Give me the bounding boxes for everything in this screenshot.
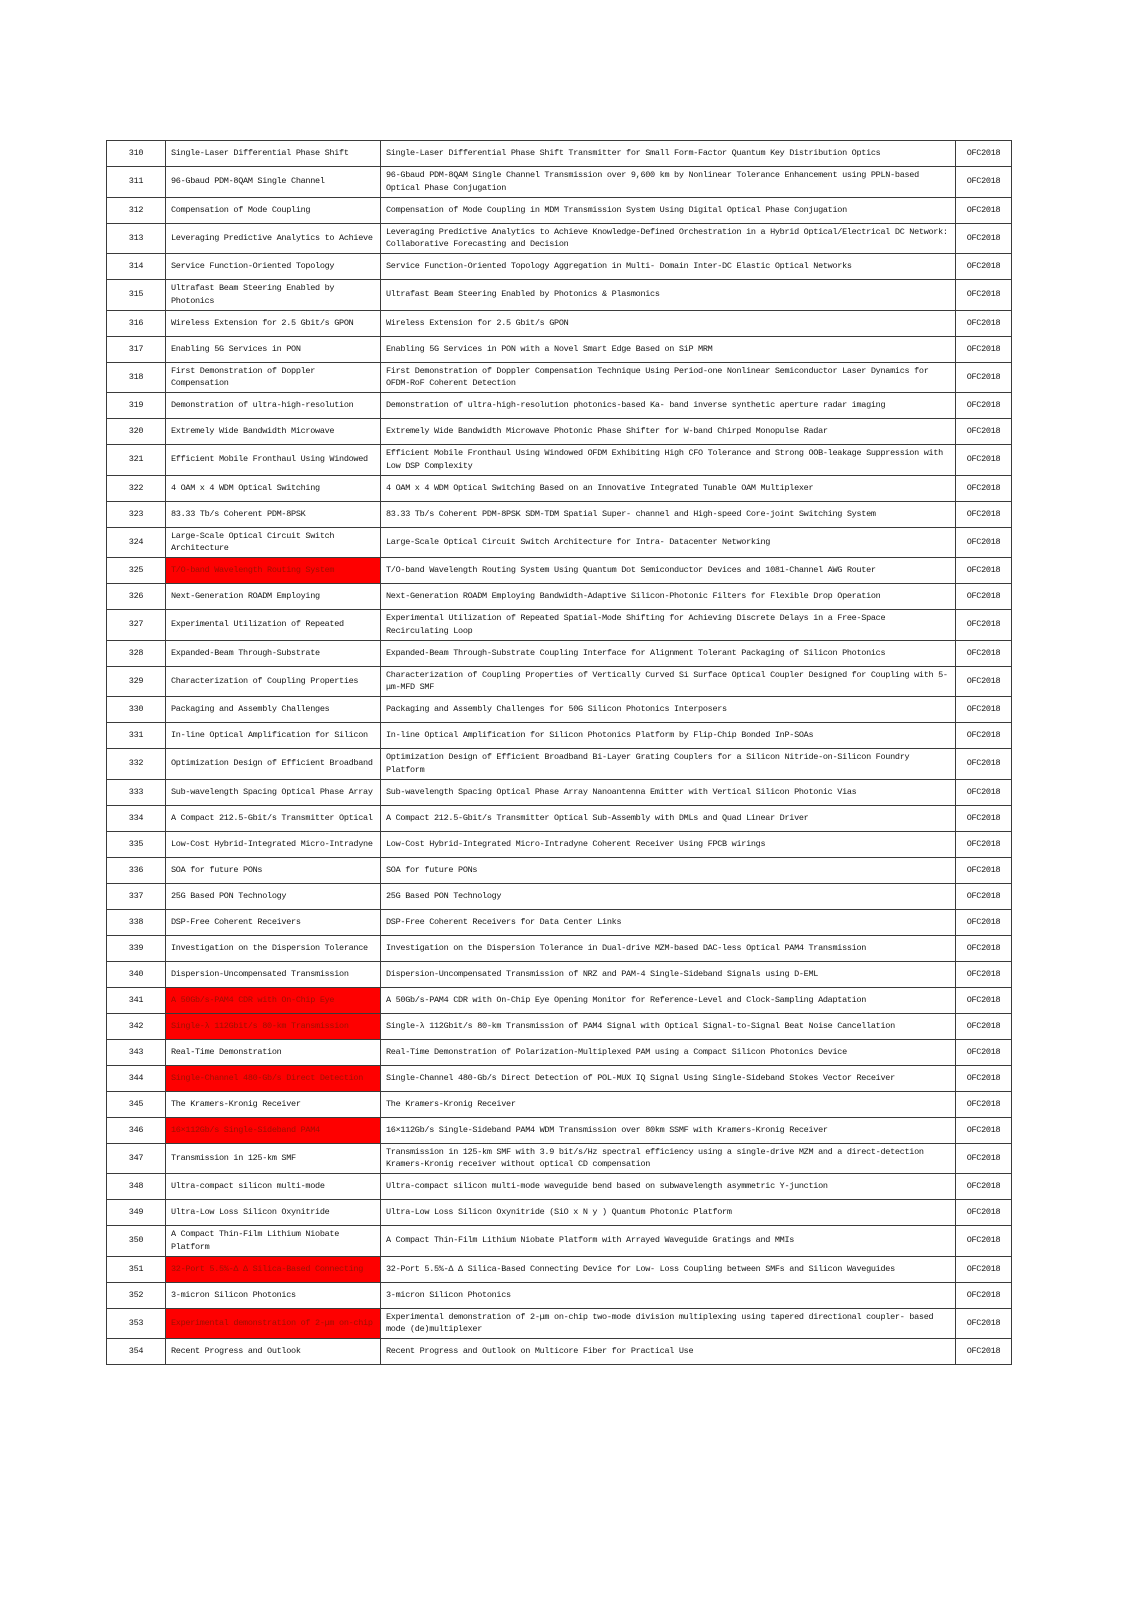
- table-row: [107, 1282, 1012, 1308]
- short-title-cell: T/O-band Wavelength Routing System: [166, 558, 381, 584]
- source-cell: OFC2018: [956, 167, 1012, 198]
- short-title-cell: Experimental Utilization of Repeated: [166, 610, 381, 641]
- source-cell: OFC2018: [956, 779, 1012, 805]
- short-title-cell: Wireless Extension for 2.5 Gbit/s GPON: [166, 310, 381, 336]
- row-number-cell: 317: [107, 336, 166, 362]
- table-row: [107, 697, 1012, 723]
- table-row: [107, 393, 1012, 419]
- row-number-cell: 336: [107, 857, 166, 883]
- short-title-cell: Ultrafast Beam Steering Enabled by Photonics: [166, 280, 381, 311]
- full-title-cell: Optimization Design of Efficient Broadband Bi-Layer Grating Couplers for a Silicon Nitride-on-Silicon Foundry Platform: [381, 749, 956, 780]
- source-cell: OFC2018: [956, 1282, 1012, 1308]
- short-title-cell: Ultra-Low Loss Silicon Oxynitride: [166, 1200, 381, 1226]
- source-cell: OFC2018: [956, 1039, 1012, 1065]
- short-title-cell: Ultra-compact silicon multi-mode: [166, 1174, 381, 1200]
- row-number-cell: 327: [107, 610, 166, 641]
- source-cell: OFC2018: [956, 697, 1012, 723]
- short-title-cell: Efficient Mobile Fronthaul Using Windowed: [166, 445, 381, 476]
- short-title-cell: 3-micron Silicon Photonics: [166, 1282, 381, 1308]
- source-cell: OFC2018: [956, 1065, 1012, 1091]
- source-cell: OFC2018: [956, 805, 1012, 831]
- row-number-cell: 347: [107, 1143, 166, 1174]
- short-title-cell: Low-Cost Hybrid-Integrated Micro-Intradyne: [166, 831, 381, 857]
- row-number-cell: 338: [107, 909, 166, 935]
- short-title-cell: A 50Gb/s-PAM4 CDR with On-Chip Eye: [166, 987, 381, 1013]
- full-title-cell: 83.33 Tb/s Coherent PDM-8PSK SDM-TDM Spatial Super- channel and High-speed Core-joint Switching System: [381, 501, 956, 527]
- short-title-cell: Enabling 5G Services in PON: [166, 336, 381, 362]
- source-cell: OFC2018: [956, 558, 1012, 584]
- full-title-cell: A Compact 212.5-Gbit/s Transmitter Optical Sub-Assembly with DMLs and Quad Linear Driver: [381, 805, 956, 831]
- table-row: [107, 1256, 1012, 1282]
- source-cell: OFC2018: [956, 723, 1012, 749]
- row-number-cell: 314: [107, 254, 166, 280]
- short-title-cell: Characterization of Coupling Properties: [166, 666, 381, 697]
- source-cell: OFC2018: [956, 857, 1012, 883]
- row-number-cell: 310: [107, 141, 166, 167]
- row-number-cell: 319: [107, 393, 166, 419]
- row-number-cell: 330: [107, 697, 166, 723]
- full-title-cell: Extremely Wide Bandwidth Microwave Photonic Phase Shifter for W-band Chirped Monopulse Radar: [381, 419, 956, 445]
- short-title-cell: Recent Progress and Outlook: [166, 1339, 381, 1365]
- table-row: [107, 640, 1012, 666]
- row-number-cell: 342: [107, 1013, 166, 1039]
- table-row: [107, 987, 1012, 1013]
- table-row: [107, 831, 1012, 857]
- short-title-cell: Experimental demonstration of 2-μm on-chip: [166, 1308, 381, 1339]
- row-number-cell: 325: [107, 558, 166, 584]
- full-title-cell: A 50Gb/s-PAM4 CDR with On-Chip Eye Opening Monitor for Reference-Level and Clock-Sampling Adaptation: [381, 987, 956, 1013]
- table-row: [107, 666, 1012, 697]
- full-title-cell: Service Function-Oriented Topology Aggregation in Multi- Domain Inter-DC Elastic Optical Networks: [381, 254, 956, 280]
- row-number-cell: 318: [107, 362, 166, 393]
- full-title-cell: Ultrafast Beam Steering Enabled by Photonics & Plasmonics: [381, 280, 956, 311]
- source-cell: OFC2018: [956, 254, 1012, 280]
- full-title-cell: A Compact Thin-Film Lithium Niobate Platform with Arrayed Waveguide Gratings and MMIs: [381, 1226, 956, 1257]
- short-title-cell: A Compact 212.5-Gbit/s Transmitter Optical: [166, 805, 381, 831]
- table-row: [107, 935, 1012, 961]
- short-title-cell: In-line Optical Amplification for Silicon: [166, 723, 381, 749]
- row-number-cell: 352: [107, 1282, 166, 1308]
- row-number-cell: 348: [107, 1174, 166, 1200]
- short-title-cell: Single-λ 112Gbit/s 80-km Transmission: [166, 1013, 381, 1039]
- source-cell: OFC2018: [956, 1091, 1012, 1117]
- table-row: [107, 883, 1012, 909]
- table-row: [107, 280, 1012, 311]
- row-number-cell: 311: [107, 167, 166, 198]
- short-title-cell: Packaging and Assembly Challenges: [166, 697, 381, 723]
- row-number-cell: 312: [107, 197, 166, 223]
- full-title-cell: 96-Gbaud PDM-8QAM Single Channel Transmission over 9,600 km by Nonlinear Tolerance Enhancement using PPLN-based Optical Phase Conjugation: [381, 167, 956, 198]
- full-title-cell: Recent Progress and Outlook on Multicore Fiber for Practical Use: [381, 1339, 956, 1365]
- table-row: [107, 805, 1012, 831]
- row-number-cell: 339: [107, 935, 166, 961]
- short-title-cell: Investigation on the Dispersion Tolerance: [166, 935, 381, 961]
- table-row: [107, 723, 1012, 749]
- source-cell: OFC2018: [956, 666, 1012, 697]
- short-title-cell: Single-Laser Differential Phase Shift: [166, 141, 381, 167]
- table-row: [107, 1200, 1012, 1226]
- short-title-cell: First Demonstration of Doppler Compensation: [166, 362, 381, 393]
- table-row: [107, 1174, 1012, 1200]
- table-row: [107, 909, 1012, 935]
- table-row: [107, 779, 1012, 805]
- source-cell: OFC2018: [956, 1117, 1012, 1143]
- row-number-cell: 335: [107, 831, 166, 857]
- full-title-cell: Experimental Utilization of Repeated Spatial-Mode Shifting for Achieving Discrete Delays in a Free-Space Recirculating Loop: [381, 610, 956, 641]
- short-title-cell: Dispersion-Uncompensated Transmission: [166, 961, 381, 987]
- short-title-cell: Next-Generation ROADM Employing: [166, 584, 381, 610]
- source-cell: OFC2018: [956, 501, 1012, 527]
- short-title-cell: Expanded-Beam Through-Substrate: [166, 640, 381, 666]
- full-title-cell: Ultra-Low Loss Silicon Oxynitride (SiO x N y ) Quantum Photonic Platform: [381, 1200, 956, 1226]
- full-title-cell: Sub-wavelength Spacing Optical Phase Array Nanoantenna Emitter with Vertical Silicon Photonic Vias: [381, 779, 956, 805]
- full-title-cell: Real-Time Demonstration of Polarization-Multiplexed PAM using a Compact Silicon Photonics Device: [381, 1039, 956, 1065]
- table-row: [107, 419, 1012, 445]
- table-row: [107, 254, 1012, 280]
- full-title-cell: Transmission in 125-km SMF with 3.9 bit/s/Hz spectral efficiency using a single-drive MZM and a direct-detection Kramers-Kronig receiver without optical CD compensation: [381, 1143, 956, 1174]
- table-row: [107, 167, 1012, 198]
- table-row: [107, 584, 1012, 610]
- table-row: [107, 1091, 1012, 1117]
- full-title-cell: Packaging and Assembly Challenges for 50G Silicon Photonics Interposers: [381, 697, 956, 723]
- row-number-cell: 349: [107, 1200, 166, 1226]
- table-row: [107, 1143, 1012, 1174]
- table-row: [107, 310, 1012, 336]
- source-cell: OFC2018: [956, 831, 1012, 857]
- table-row: [107, 1117, 1012, 1143]
- table-row: [107, 610, 1012, 641]
- row-number-cell: 341: [107, 987, 166, 1013]
- short-title-cell: A Compact Thin-Film Lithium Niobate Platform: [166, 1226, 381, 1257]
- short-title-cell: Extremely Wide Bandwidth Microwave: [166, 419, 381, 445]
- short-title-cell: Sub-wavelength Spacing Optical Phase Array: [166, 779, 381, 805]
- source-cell: OFC2018: [956, 1013, 1012, 1039]
- full-title-cell: Investigation on the Dispersion Tolerance in Dual-drive MZM-based DAC-less Optical PAM4 Transmission: [381, 935, 956, 961]
- source-cell: OFC2018: [956, 475, 1012, 501]
- full-title-cell: Single-Laser Differential Phase Shift Transmitter for Small Form-Factor Quantum Key Distribution Optics: [381, 141, 956, 167]
- row-number-cell: 322: [107, 475, 166, 501]
- full-title-cell: SOA for future PONs: [381, 857, 956, 883]
- table-row: [107, 501, 1012, 527]
- source-cell: OFC2018: [956, 1200, 1012, 1226]
- row-number-cell: 332: [107, 749, 166, 780]
- row-number-cell: 326: [107, 584, 166, 610]
- source-cell: OFC2018: [956, 1339, 1012, 1365]
- short-title-cell: Leveraging Predictive Analytics to Achieve: [166, 223, 381, 254]
- source-cell: OFC2018: [956, 987, 1012, 1013]
- source-cell: OFC2018: [956, 909, 1012, 935]
- row-number-cell: 345: [107, 1091, 166, 1117]
- full-title-cell: The Kramers‐Kronig Receiver: [381, 1091, 956, 1117]
- full-title-cell: Low-Cost Hybrid-Integrated Micro-Intradyne Coherent Receiver Using FPCB wirings: [381, 831, 956, 857]
- source-cell: OFC2018: [956, 883, 1012, 909]
- source-cell: OFC2018: [956, 1174, 1012, 1200]
- row-number-cell: 329: [107, 666, 166, 697]
- row-number-cell: 315: [107, 280, 166, 311]
- full-title-cell: Large-Scale Optical Circuit Switch Architecture for Intra- Datacenter Networking: [381, 527, 956, 558]
- full-title-cell: Experimental demonstration of 2-μm on-chip two-mode division multiplexing using tapered directional coupler- based mode (de)multiplexer: [381, 1308, 956, 1339]
- row-number-cell: 354: [107, 1339, 166, 1365]
- full-title-cell: Single-Channel 480-Gb/s Direct Detection of POL-MUX IQ Signal Using Single-Sideband Stokes Vector Receiver: [381, 1065, 956, 1091]
- table-row: [107, 362, 1012, 393]
- short-title-cell: Real-Time Demonstration: [166, 1039, 381, 1065]
- source-cell: OFC2018: [956, 610, 1012, 641]
- row-number-cell: 334: [107, 805, 166, 831]
- source-cell: OFC2018: [956, 197, 1012, 223]
- short-title-cell: Demonstration of ultra-high-resolution: [166, 393, 381, 419]
- row-number-cell: 340: [107, 961, 166, 987]
- full-title-cell: 3-micron Silicon Photonics: [381, 1282, 956, 1308]
- row-number-cell: 333: [107, 779, 166, 805]
- full-title-cell: Next-Generation ROADM Employing Bandwidth-Adaptive Silicon-Photonic Filters for Flexible Drop Operation: [381, 584, 956, 610]
- full-title-cell: Dispersion-Uncompensated Transmission of NRZ and PAM-4 Single-Sideband Signals using D-EML: [381, 961, 956, 987]
- short-title-cell: Single-Channel 480-Gb/s Direct Detection: [166, 1065, 381, 1091]
- row-number-cell: 353: [107, 1308, 166, 1339]
- source-cell: OFC2018: [956, 749, 1012, 780]
- source-cell: OFC2018: [956, 1308, 1012, 1339]
- full-title-cell: Ultra-compact silicon multi-mode waveguide bend based on subwavelength asymmetric Y-junction: [381, 1174, 956, 1200]
- row-number-cell: 321: [107, 445, 166, 476]
- source-cell: OFC2018: [956, 961, 1012, 987]
- full-title-cell: 25G Based PON Technology: [381, 883, 956, 909]
- full-title-cell: Compensation of Mode Coupling in MDM Transmission System Using Digital Optical Phase Conjugation: [381, 197, 956, 223]
- short-title-cell: 32-Port 5.5%-Δ Δ Silica-Based Connecting: [166, 1256, 381, 1282]
- source-cell: OFC2018: [956, 280, 1012, 311]
- full-title-cell: DSP-Free Coherent Receivers for Data Center Links: [381, 909, 956, 935]
- table-row: [107, 558, 1012, 584]
- source-cell: OFC2018: [956, 393, 1012, 419]
- source-cell: OFC2018: [956, 1143, 1012, 1174]
- source-cell: OFC2018: [956, 527, 1012, 558]
- short-title-cell: Service Function-Oriented Topology: [166, 254, 381, 280]
- table-row: [107, 1339, 1012, 1365]
- short-title-cell: 16×112Gb/s Single-Sideband PAM4: [166, 1117, 381, 1143]
- source-cell: OFC2018: [956, 640, 1012, 666]
- full-title-cell: Expanded-Beam Through-Substrate Coupling Interface for Alignment Tolerant Packaging of Silicon Photonics: [381, 640, 956, 666]
- table-row: [107, 223, 1012, 254]
- table-row: [107, 1039, 1012, 1065]
- source-cell: OFC2018: [956, 336, 1012, 362]
- table-row: [107, 445, 1012, 476]
- row-number-cell: 324: [107, 527, 166, 558]
- short-title-cell: Transmission in 125-km SMF: [166, 1143, 381, 1174]
- table-row: [107, 197, 1012, 223]
- source-cell: OFC2018: [956, 141, 1012, 167]
- table-row: [107, 1065, 1012, 1091]
- row-number-cell: 316: [107, 310, 166, 336]
- table-row: [107, 527, 1012, 558]
- short-title-cell: Optimization Design of Efficient Broadband: [166, 749, 381, 780]
- table-row: [107, 475, 1012, 501]
- full-title-cell: 4 OAM x 4 WDM Optical Switching Based on an Innovative Integrated Tunable OAM Multiplexer: [381, 475, 956, 501]
- source-cell: OFC2018: [956, 1226, 1012, 1257]
- table-row: [107, 749, 1012, 780]
- full-title-cell: In-line Optical Amplification for Silicon Photonics Platform by Flip-Chip Bonded InP-SOAs: [381, 723, 956, 749]
- source-cell: OFC2018: [956, 445, 1012, 476]
- source-cell: OFC2018: [956, 310, 1012, 336]
- row-number-cell: 344: [107, 1065, 166, 1091]
- full-title-cell: First Demonstration of Doppler Compensation Technique Using Period-one Nonlinear Semiconductor Laser Dynamics for OFDM-RoF Coherent Detection: [381, 362, 956, 393]
- source-cell: OFC2018: [956, 1256, 1012, 1282]
- table-row: [107, 336, 1012, 362]
- full-title-cell: Efficient Mobile Fronthaul Using Windowed OFDM Exhibiting High CFO Tolerance and Strong OOB-leakage Suppression with Low DSP Complexity: [381, 445, 956, 476]
- table-row: [107, 1226, 1012, 1257]
- source-cell: OFC2018: [956, 223, 1012, 254]
- source-cell: OFC2018: [956, 419, 1012, 445]
- row-number-cell: 323: [107, 501, 166, 527]
- full-title-cell: Enabling 5G Services in PON with a Novel Smart Edge Based on SiP MRM: [381, 336, 956, 362]
- table-row: [107, 961, 1012, 987]
- source-cell: OFC2018: [956, 935, 1012, 961]
- table-row: [107, 1013, 1012, 1039]
- short-title-cell: 25G Based PON Technology: [166, 883, 381, 909]
- short-title-cell: The Kramers‐Kronig Receiver: [166, 1091, 381, 1117]
- table-row: [107, 141, 1012, 167]
- row-number-cell: 331: [107, 723, 166, 749]
- full-title-cell: Characterization of Coupling Properties of Vertically Curved Si Surface Optical Coupler Designed for Coupling with 5-μm-MFD SMF: [381, 666, 956, 697]
- row-number-cell: 350: [107, 1226, 166, 1257]
- full-title-cell: Demonstration of ultra-high-resolution photonics-based Ka- band inverse synthetic aperture radar imaging: [381, 393, 956, 419]
- source-cell: OFC2018: [956, 362, 1012, 393]
- short-title-cell: 83.33 Tb/s Coherent PDM-8PSK: [166, 501, 381, 527]
- row-number-cell: 351: [107, 1256, 166, 1282]
- short-title-cell: 96-Gbaud PDM-8QAM Single Channel: [166, 167, 381, 198]
- table-row: [107, 857, 1012, 883]
- full-title-cell: 32-Port 5.5%-Δ Δ Silica-Based Connecting Device for Low- Loss Coupling between SMFs and Silicon Waveguides: [381, 1256, 956, 1282]
- full-title-cell: Wireless Extension for 2.5 Gbit/s GPON: [381, 310, 956, 336]
- row-number-cell: 346: [107, 1117, 166, 1143]
- row-number-cell: 320: [107, 419, 166, 445]
- short-title-cell: Compensation of Mode Coupling: [166, 197, 381, 223]
- row-number-cell: 313: [107, 223, 166, 254]
- full-title-cell: T/O-band Wavelength Routing System Using Quantum Dot Semiconductor Devices and 1081-Channel AWG Router: [381, 558, 956, 584]
- source-cell: OFC2018: [956, 584, 1012, 610]
- full-title-cell: Leveraging Predictive Analytics to Achieve Knowledge-Defined Orchestration in a Hybrid Optical/Electrical DC Network: Collaborative Forecasting and Decision: [381, 223, 956, 254]
- short-title-cell: DSP-Free Coherent Receivers: [166, 909, 381, 935]
- short-title-cell: SOA for future PONs: [166, 857, 381, 883]
- short-title-cell: 4 OAM x 4 WDM Optical Switching: [166, 475, 381, 501]
- row-number-cell: 337: [107, 883, 166, 909]
- papers-table: [106, 140, 1012, 1365]
- full-title-cell: Single-λ 112Gbit/s 80-km Transmission of PAM4 Signal with Optical Signal-to-Signal Beat Noise Cancellation: [381, 1013, 956, 1039]
- row-number-cell: 328: [107, 640, 166, 666]
- row-number-cell: 343: [107, 1039, 166, 1065]
- full-title-cell: 16×112Gb/s Single-Sideband PAM4 WDM Transmission over 80km SSMF with Kramers-Kronig Receiver: [381, 1117, 956, 1143]
- table-row: [107, 1308, 1012, 1339]
- short-title-cell: Large-Scale Optical Circuit Switch Architecture: [166, 527, 381, 558]
- papers-table-body: [107, 141, 1012, 1365]
